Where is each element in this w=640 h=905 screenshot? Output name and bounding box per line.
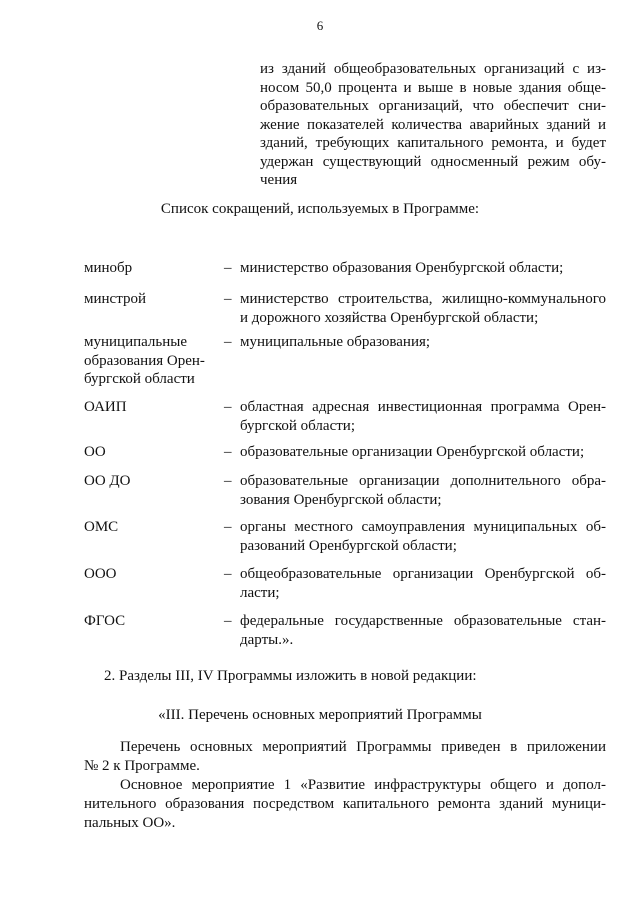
- abbreviation-term: [84, 472, 214, 491]
- abbreviation-definition: [240, 333, 606, 352]
- abbreviation-definition: [240, 518, 606, 555]
- definition-line: областная адресная инвестиционная программа Орен-: [240, 399, 606, 415]
- definition-line: министерство строительства, жилищно-коммунального: [240, 291, 606, 307]
- dash: –: [224, 566, 232, 582]
- item-2-text: 2. Разделы III, IV Программы изложить в новой редакции:: [104, 668, 477, 684]
- definition-line: ласти;: [240, 584, 280, 601]
- term-line: ОО ДО: [84, 473, 131, 489]
- term-line: ФГОС: [84, 613, 126, 629]
- definition-line: дарты.».: [240, 631, 294, 648]
- paragraph-1-line: № 2 к Программе.: [84, 758, 200, 774]
- text-line: чения: [260, 172, 298, 188]
- definition-line: и дорожного хозяйства Оренбургской области;: [240, 309, 539, 326]
- abbreviation-definition: [240, 612, 606, 649]
- term-line: образования Орен-: [84, 352, 205, 369]
- definition-line: разований Оренбургской области;: [240, 537, 457, 554]
- term-line: минстрой: [84, 291, 146, 307]
- term-line: ОАИП: [84, 399, 127, 415]
- abbreviations-title: Список сокращений, используемых в Программе:: [160, 201, 480, 217]
- dash: –: [224, 260, 232, 276]
- term-line: ООО: [84, 566, 117, 582]
- abbreviation-term: [84, 259, 214, 278]
- dash: –: [224, 399, 232, 415]
- abbreviation-term: [84, 398, 214, 417]
- definition-line: общеобразовательные организации Оренбургской об-: [240, 566, 606, 582]
- definition-line: зования Оренбургской области;: [240, 491, 442, 508]
- paragraph-2-line: Основное мероприятие 1 «Развитие инфраструктуры общего и допол-: [120, 777, 606, 793]
- paragraph-1-line: Перечень основных мероприятий Программы приведен в приложении: [120, 739, 606, 755]
- dash: –: [224, 334, 232, 350]
- term-line: муниципальные: [84, 334, 188, 350]
- abbreviation-definition: [240, 259, 606, 278]
- continuation-text: [260, 60, 606, 190]
- dash: –: [224, 444, 232, 460]
- paragraph-2-line: нительного образования посредством капитального ремонта зданий муници-: [84, 796, 606, 812]
- page-number: 6: [316, 18, 324, 33]
- abbreviation-term: [84, 443, 214, 462]
- text-line: из зданий общеобразовательных организаций с из-: [260, 61, 606, 77]
- section-heading: «III. Перечень основных мероприятий Программы: [158, 707, 482, 723]
- term-line: минобр: [84, 260, 133, 276]
- dash: –: [224, 519, 232, 535]
- text-line: жение показателей количества аварийных зданий и: [260, 116, 606, 133]
- text-line: зданий, требующих капитального ремонта, и будет: [260, 135, 606, 151]
- abbreviation-term: [84, 612, 214, 631]
- term-line: ОМС: [84, 519, 119, 535]
- abbreviation-definition: [240, 443, 606, 462]
- term-line: бургской области: [84, 371, 195, 387]
- definition-line: образовательные организации дополнительного обра-: [240, 473, 606, 489]
- abbreviation-term: [84, 518, 214, 537]
- term-line: ОО: [84, 444, 106, 460]
- text-line: носом 50,0 процента и выше в новые здания обще-: [260, 79, 606, 96]
- abbreviation-definition: [240, 398, 606, 435]
- text-line: образовательных организаций, что обеспечит сни-: [260, 98, 606, 114]
- dash: –: [224, 291, 232, 307]
- abbreviation-term: [84, 333, 214, 389]
- definition-line: федеральные государственные образовательные стан-: [240, 613, 606, 629]
- definition-line: бургской области;: [240, 417, 355, 434]
- abbreviation-definition: [240, 472, 606, 509]
- dash: –: [224, 613, 232, 629]
- abbreviation-definition: [240, 565, 606, 602]
- text-line: удержан существующий односменный режим обу-: [260, 153, 606, 170]
- abbreviation-term: [84, 290, 214, 309]
- definition-line: муниципальные образования;: [240, 334, 431, 350]
- definition-line: образовательные организации Оренбургской области;: [240, 444, 585, 460]
- definition-line: органы местного самоуправления муниципальных об-: [240, 519, 606, 535]
- abbreviation-term: [84, 565, 214, 584]
- paragraph-2-line: пальных ОО».: [84, 815, 176, 831]
- abbreviation-definition: [240, 290, 606, 327]
- definition-line: министерство образования Оренбургской области;: [240, 260, 564, 276]
- dash: –: [224, 473, 232, 489]
